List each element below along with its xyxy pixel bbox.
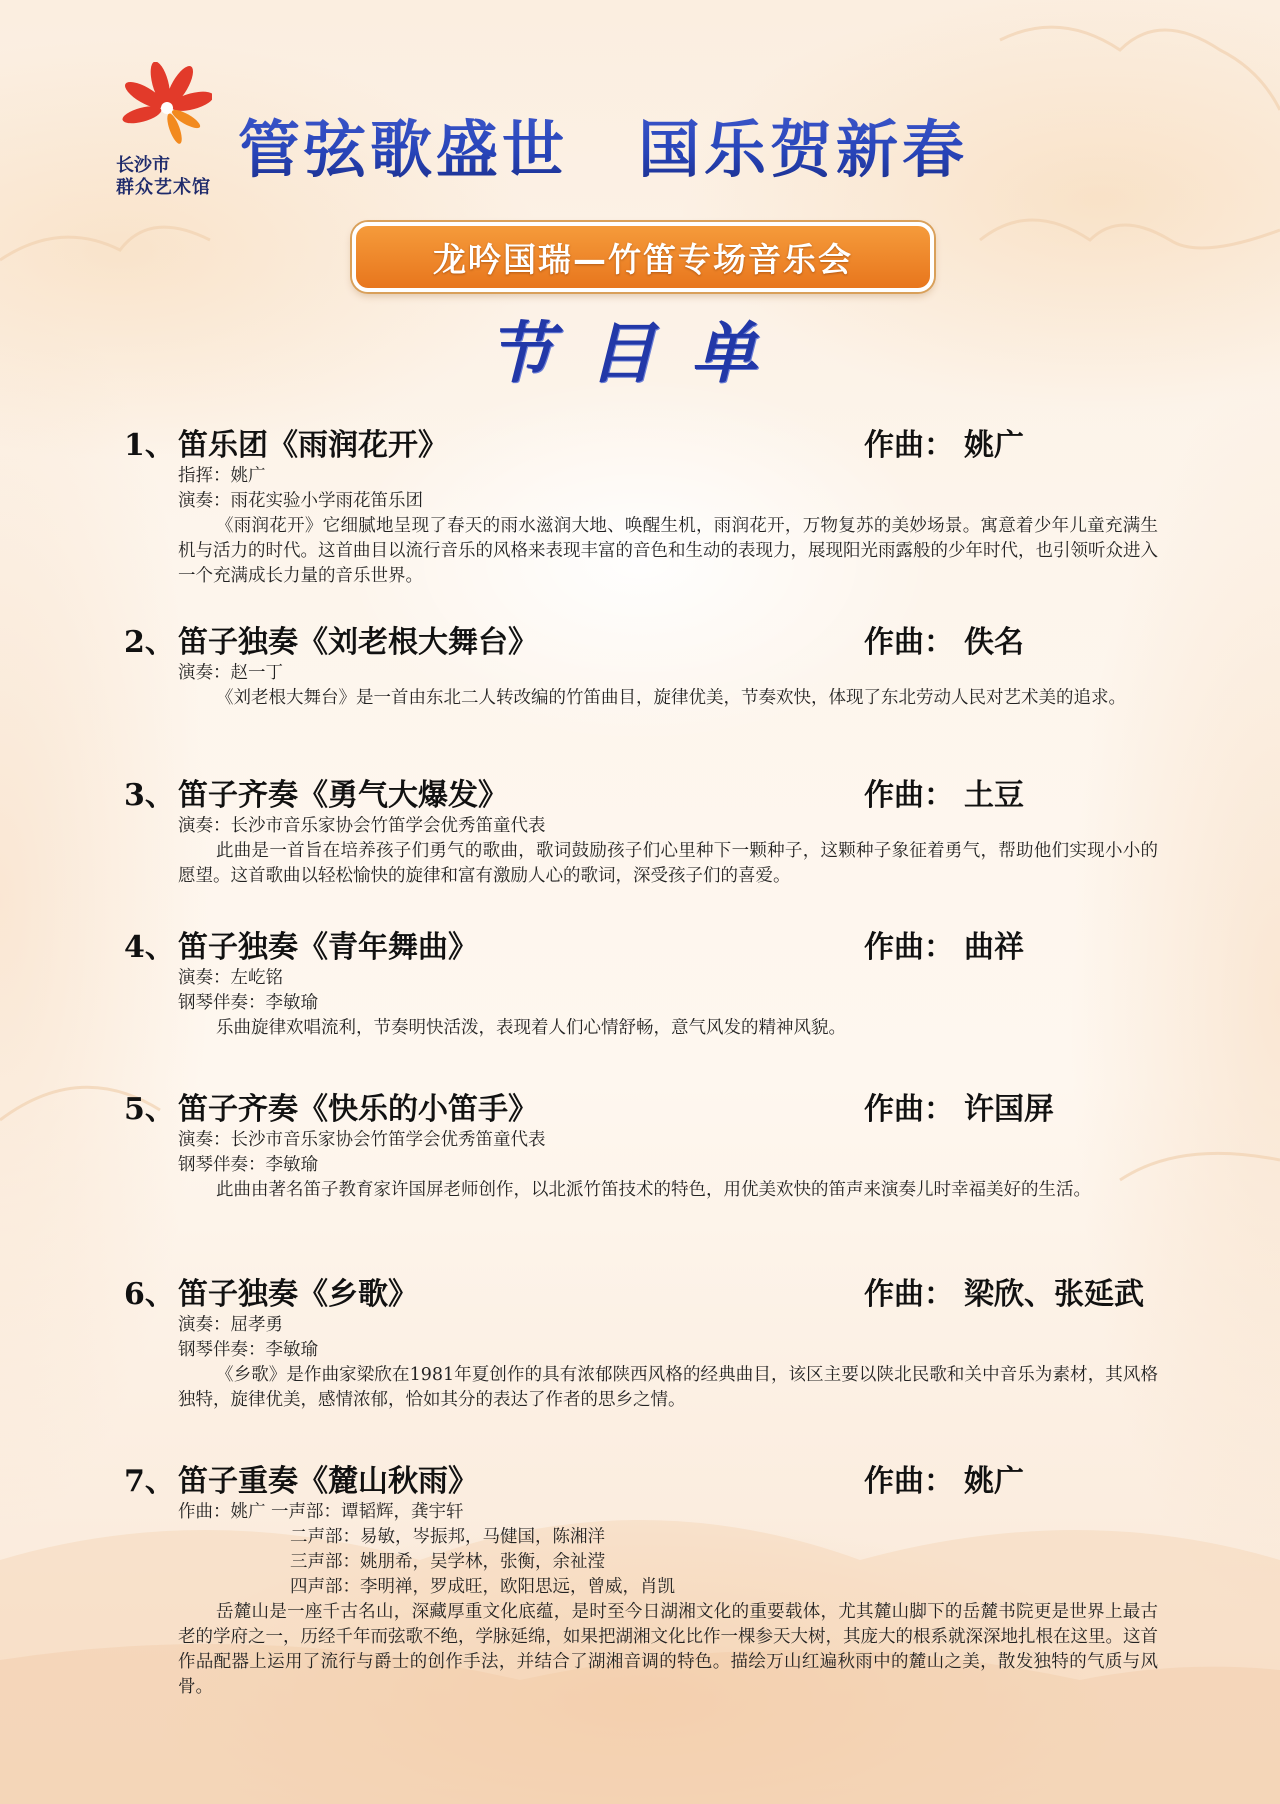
main-title-left: 管弦歌盛世 <box>238 113 569 186</box>
item-number: 7、 <box>124 1464 175 1499</box>
item-credit: 演奏：雨花实验小学雨花笛乐团 <box>178 491 423 511</box>
item-composer: 作曲： 曲祥 <box>864 930 1024 965</box>
item-credit: 演奏：左屹铭 <box>178 968 283 988</box>
item-credit: 钢琴伴奏：李敏瑜 <box>178 1155 318 1175</box>
item-number: 5、 <box>124 1092 175 1127</box>
item-description: 《乡歌》是作曲家梁欣在1981年夏创作的具有浓郁陕西风格的经典曲目，该区主要以陕北民歌和关中音乐为素材，其风格独特，旋律优美，感情浓郁，恰如其分的表达了作者的思乡之情。 <box>178 1365 1158 1410</box>
program-title: 节目单 <box>487 314 793 392</box>
item-description: 此曲由著名笛子教育家许国屏老师创作，以北派竹笛技术的特色，用优美欢快的笛声来演奏儿时幸福美好的生活。 <box>216 1180 1091 1200</box>
item-title: 笛乐团《雨润花开》 <box>178 428 448 463</box>
item-credit: 演奏：屈孝勇 <box>178 1315 283 1335</box>
concert-name: 龙吟国瑞—竹笛专场音乐会 <box>433 239 853 279</box>
program-item <box>124 617 1164 711</box>
program-item <box>124 770 1164 889</box>
item-composer: 作曲： 姚广 <box>864 428 1024 463</box>
item-credit: 指挥：姚广 <box>178 466 266 486</box>
item-credit: 演奏：长沙市音乐家协会竹笛学会优秀笛童代表 <box>178 816 546 836</box>
item-credit: 二声部：易敏，岑振邦，马健国，陈湘洋 <box>290 1527 605 1547</box>
item-number: 3、 <box>124 778 175 813</box>
item-composer: 作曲： 佚名 <box>864 625 1024 660</box>
program-item <box>124 922 1164 1041</box>
item-description: 乐曲旋律欢唱流利，节奏明快活泼，表现着人们心情舒畅，意气风发的精神风貌。 <box>216 1018 846 1038</box>
item-credit: 作曲：姚广 一声部：谭韬辉，龚宇轩 <box>178 1502 464 1522</box>
main-title <box>238 100 1138 189</box>
item-composer: 作曲： 许国屏 <box>864 1092 1054 1127</box>
item-composer: 作曲： 梁欣、张延武 <box>864 1277 1144 1312</box>
item-number: 2、 <box>124 625 175 660</box>
item-credit: 演奏：赵一丁 <box>178 663 283 683</box>
program-item <box>124 1269 1164 1413</box>
item-number: 1、 <box>124 428 175 463</box>
org-logo <box>108 62 228 202</box>
item-description: 此曲是一首旨在培养孩子们勇气的歌曲，歌词鼓励孩子们心里种下一颗种子，这颗种子象征着勇气，帮助他们实现小小的愿望。这首歌曲以轻松愉快的旋律和富有激励人心的歌词，深受孩子们的喜爱。 <box>178 841 1158 886</box>
item-description: 《雨润花开》它细腻地呈现了春天的雨水滋润大地、唤醒生机，雨润花开，万物复苏的美妙场景。寓意着少年儿童充满生机与活力的时代。这首曲目以流行音乐的风格来表现丰富的音色和生动的表现力，展现阳光雨露般的少年时代，也引领听众进入一个充满成长力量的音乐世界。 <box>178 516 1158 586</box>
item-title: 笛子齐奏《快乐的小笛手》 <box>178 1092 538 1127</box>
item-number: 6、 <box>124 1277 175 1312</box>
item-credit: 四声部：李明禅，罗成旺，欧阳思远，曾威，肖凯 <box>290 1577 675 1597</box>
item-composer: 作曲： 姚广 <box>864 1464 1024 1499</box>
item-title: 笛子独奏《青年舞曲》 <box>178 930 478 965</box>
item-credit: 三声部：姚朋希，吴学林，张衡，余祉滢 <box>290 1552 605 1572</box>
item-number: 4、 <box>124 930 175 965</box>
flower-logo-icon <box>122 62 212 154</box>
concert-name-banner <box>352 222 934 292</box>
item-credit: 钢琴伴奏：李敏瑜 <box>178 1340 318 1360</box>
logo-city-text: 长沙市 <box>116 155 170 176</box>
program-item <box>124 420 1164 589</box>
item-credit: 演奏：长沙市音乐家协会竹笛学会优秀笛童代表 <box>178 1130 546 1150</box>
item-title: 笛子独奏《刘老根大舞台》 <box>178 625 538 660</box>
program-item <box>124 1084 1164 1203</box>
main-title-right: 国乐贺新春 <box>638 113 969 186</box>
item-description: 《刘老根大舞台》是一首由东北二人转改编的竹笛曲目，旋律优美，节奏欢快，体现了东北劳动人民对艺术美的追求。 <box>216 688 1126 708</box>
logo-org-text: 群众艺术馆 <box>116 177 211 198</box>
item-title: 笛子齐奏《勇气大爆发》 <box>178 778 508 813</box>
item-credit: 钢琴伴奏：李敏瑜 <box>178 993 318 1013</box>
item-title: 笛子独奏《乡歌》 <box>178 1277 418 1312</box>
item-title: 笛子重奏《麓山秋雨》 <box>178 1464 478 1499</box>
program-item <box>124 1456 1164 1700</box>
item-composer: 作曲： 土豆 <box>864 778 1024 813</box>
item-description: 岳麓山是一座千古名山，深藏厚重文化底蕴，是时至今日湖湘文化的重要载体，尤其麓山脚下的岳麓书院更是世界上最古老的学府之一，历经千年而弦歌不绝，学脉延绵，如果把湖湘文化比作一棵参天大树，其庞大的根系就深深地扎根在这里。这首作品配器上运用了流行与爵士的创作手法，并结合了湖湘音调的特色。描绘万山红遍秋雨中的麓山之美，散发独特的气质与风骨。 <box>178 1602 1158 1697</box>
